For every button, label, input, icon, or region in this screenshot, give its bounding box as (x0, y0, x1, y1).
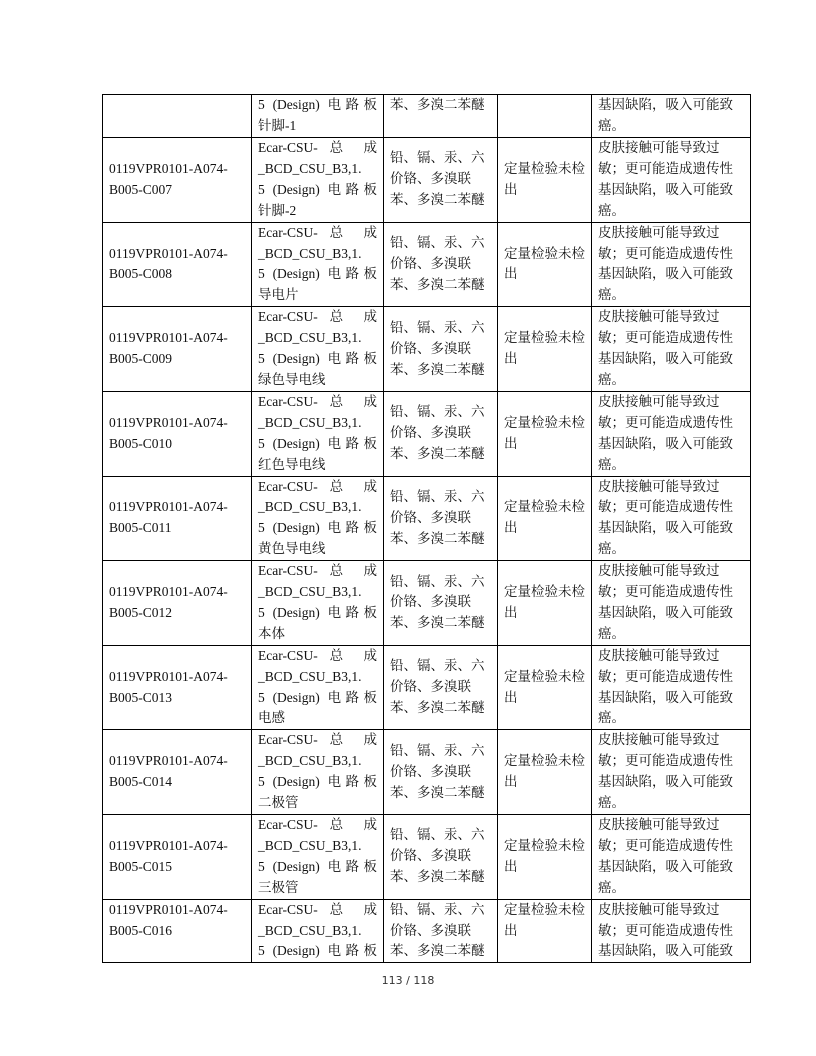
sample-name-line: _BCD_CSU_B3,1. (258, 330, 362, 346)
risk-cell: 基因缺陷，吸入可能致癌。 (592, 95, 751, 138)
risk-cell: 皮肤接触可能导致过敏；更可能造成遗传性基因缺陷，吸入可能致癌。 (592, 307, 751, 392)
sample-name-line: 三极管 (258, 879, 299, 895)
sample-name-line: _BCD_CSU_B3,1. (258, 753, 362, 769)
sample-name-line: 5 (Design) 电路板 (258, 266, 377, 282)
sample-name-line: _BCD_CSU_B3,1. (258, 414, 362, 430)
sample-id-line: 0119VPR0101-A074- (109, 837, 228, 853)
sample-name-line: _BCD_CSU_B3,1. (258, 499, 362, 515)
risk-cell: 皮肤接触可能导致过敏；更可能造成遗传性基因缺陷，吸入可能致癌。 (592, 476, 751, 561)
result-cell: 定量检验未检出 (498, 645, 592, 730)
sample-id-line: 0119VPR0101-A074- (109, 584, 228, 600)
table-row (103, 899, 751, 963)
result-cell: 定量检验未检出 (498, 138, 592, 223)
result-cell (498, 95, 592, 138)
risk-cell: 皮肤接触可能导致过敏；更可能造成遗传性基因缺陷，吸入可能致癌。 (592, 645, 751, 730)
sample-id-cell (103, 815, 252, 900)
sample-name-line: 5 (Design) 电路板 (258, 689, 377, 705)
sample-id-line: B005-C007 (109, 181, 173, 197)
table-row (103, 645, 751, 730)
sample-name-line: 二极管 (258, 795, 299, 811)
sample-id-line: B005-C008 (109, 266, 173, 282)
sample-name-line: _BCD_CSU_B3,1. (258, 160, 362, 176)
sample-name-line: 针脚-2 (258, 202, 297, 218)
sample-name-line: Ecar-CSU- 总 成 (258, 563, 377, 579)
sample-id-cell (103, 391, 252, 476)
sample-name-cell (252, 307, 384, 392)
substances-cell: 铅、镉、汞、六价铬、多溴联苯、多溴二苯醚 (384, 645, 498, 730)
result-cell: 定量检验未检出 (498, 307, 592, 392)
table-row (103, 391, 751, 476)
sample-name-line: 本体 (258, 625, 285, 641)
table-row (103, 561, 751, 646)
sample-id-cell (103, 222, 252, 307)
table-row (103, 476, 751, 561)
sample-id-line: 0119VPR0101-A074- (109, 245, 228, 261)
sample-name-line: 5 (Design) 电路板 (258, 435, 377, 451)
sample-name-line: 绿色导电线 (258, 371, 326, 387)
sample-name-cell (252, 730, 384, 815)
sample-name-line: _BCD_CSU_B3,1. (258, 584, 362, 600)
sample-name-line: Ecar-CSU- 总 成 (258, 647, 377, 663)
results-table-body (103, 95, 751, 963)
table-row (103, 730, 751, 815)
sample-id-cell (103, 899, 252, 963)
sample-name-line: _BCD_CSU_B3,1. (258, 245, 362, 261)
page-number: 113 / 118 (381, 974, 435, 987)
sample-id-line: B005-C011 (109, 520, 172, 536)
sample-id-line: B005-C016 (109, 922, 173, 938)
sample-name-line: 红色导电线 (258, 456, 326, 472)
risk-cell: 皮肤接触可能导致过敏；更可能造成遗传性基因缺陷，吸入可能致癌。 (592, 815, 751, 900)
sample-name-line: 5 (Design) 电路板 (258, 520, 377, 536)
result-cell: 定量检验未检出 (498, 476, 592, 561)
sample-name-cell (252, 391, 384, 476)
risk-cell: 皮肤接触可能导致过敏；更可能造成遗传性基因缺陷，吸入可能致癌。 (592, 730, 751, 815)
sample-id-line: 0119VPR0101-A074- (109, 668, 228, 684)
result-cell: 定量检验未检出 (498, 730, 592, 815)
sample-name-line: Ecar-CSU- 总 成 (258, 393, 377, 409)
risk-cell: 皮肤接触可能导致过敏；更可能造成遗传性基因缺陷，吸入可能致 (592, 899, 751, 963)
sample-id-line: B005-C014 (109, 774, 173, 790)
sample-name-cell (252, 95, 384, 138)
sample-id-line: 0119VPR0101-A074- (109, 499, 228, 515)
sample-name-line: 针脚-1 (258, 117, 297, 133)
sample-id-line: B005-C009 (109, 351, 173, 367)
table-row (103, 307, 751, 392)
sample-id-cell (103, 561, 252, 646)
sample-id-cell (103, 138, 252, 223)
risk-cell: 皮肤接触可能导致过敏；更可能造成遗传性基因缺陷，吸入可能致癌。 (592, 222, 751, 307)
sample-name-cell (252, 561, 384, 646)
sample-id-cell (103, 645, 252, 730)
sample-name-line: Ecar-CSU- 总 成 (258, 817, 377, 832)
result-cell: 定量检验未检出 (498, 815, 592, 900)
table-row (103, 138, 751, 223)
substances-cell: 铅、镉、汞、六价铬、多溴联苯、多溴二苯醚 (384, 138, 498, 223)
result-cell: 定量检验未检出 (498, 561, 592, 646)
sample-name-line: 5 (Design) 电路板 (258, 604, 377, 620)
sample-name-cell (252, 222, 384, 307)
result-cell: 定量检验未检出 (498, 222, 592, 307)
sample-id-line: 0119VPR0101-A074- (109, 753, 228, 769)
risk-cell: 皮肤接触可能导致过敏；更可能造成遗传性基因缺陷，吸入可能致癌。 (592, 561, 751, 646)
substances-cell: 铅、镉、汞、六价铬、多溴联苯、多溴二苯醚 (384, 730, 498, 815)
sample-id-cell (103, 730, 252, 815)
risk-cell: 皮肤接触可能导致过敏；更可能造成遗传性基因缺陷，吸入可能致癌。 (592, 138, 751, 223)
sample-id-line: 0119VPR0101-A074- (109, 414, 228, 430)
sample-id-line: B005-C010 (109, 435, 173, 451)
sample-name-line: 电感 (258, 710, 285, 726)
substances-cell: 苯、多溴二苯醚 (384, 95, 498, 138)
sample-id-line: B005-C013 (109, 689, 173, 705)
table-row (103, 815, 751, 900)
substances-cell: 铅、镉、汞、六价铬、多溴联苯、多溴二苯醚 (384, 815, 498, 900)
sample-name-line: 5 (Design) 电路板 (258, 351, 377, 367)
sample-id-cell (103, 307, 252, 392)
sample-name-line: _BCD_CSU_B3,1. (258, 837, 362, 853)
sample-name-cell (252, 476, 384, 561)
sample-name-line: 5 (Design) 电路板 (258, 97, 377, 112)
sample-id-cell (103, 95, 252, 138)
result-cell: 定量检验未检出 (498, 899, 592, 963)
table-row (103, 222, 751, 307)
substances-cell: 铅、镉、汞、六价铬、多溴联苯、多溴二苯醚 (384, 391, 498, 476)
table-row-continued (103, 95, 751, 138)
sample-id-line: 0119VPR0101-A074- (109, 160, 228, 176)
sample-name-line: Ecar-CSU- 总 成 (258, 901, 377, 917)
substances-cell: 铅、镉、汞、六价铬、多溴联苯、多溴二苯醚 (384, 561, 498, 646)
sample-name-line: _BCD_CSU_B3,1. (258, 668, 362, 684)
sample-name-line: Ecar-CSU- 总 成 (258, 309, 377, 325)
sample-name-line: 5 (Design) 电路板 (258, 943, 377, 959)
sample-name-line: 5 (Design) 电路板 (258, 774, 377, 790)
sample-name-line: 5 (Design) 电路板 (258, 858, 377, 874)
sample-name-line: Ecar-CSU- 总 成 (258, 478, 377, 494)
sample-name-cell (252, 138, 384, 223)
sample-id-cell (103, 476, 252, 561)
sample-id-line: B005-C015 (109, 858, 173, 874)
sample-name-cell (252, 899, 384, 963)
sample-name-line: 导电片 (258, 287, 299, 303)
sample-id-line: 0119VPR0101-A074- (109, 330, 228, 346)
sample-name-line: 5 (Design) 电路板 (258, 181, 377, 197)
sample-name-cell (252, 645, 384, 730)
sample-name-line: _BCD_CSU_B3,1. (258, 922, 362, 938)
sample-id-line: B005-C012 (109, 604, 173, 620)
results-table (102, 94, 751, 963)
sample-name-cell (252, 815, 384, 900)
sample-id-line: 0119VPR0101-A074- (109, 901, 228, 917)
substances-cell: 铅、镉、汞、六价铬、多溴联苯、多溴二苯醚 (384, 476, 498, 561)
substances-cell: 铅、镉、汞、六价铬、多溴联苯、多溴二苯醚 (384, 222, 498, 307)
risk-cell: 皮肤接触可能导致过敏；更可能造成遗传性基因缺陷，吸入可能致癌。 (592, 391, 751, 476)
sample-name-line: Ecar-CSU- 总 成 (258, 224, 377, 240)
substances-cell: 铅、镉、汞、六价铬、多溴联苯、多溴二苯醚 (384, 307, 498, 392)
sample-name-line: Ecar-CSU- 总 成 (258, 140, 377, 155)
substances-cell: 铅、镉、汞、六价铬、多溴联苯、多溴二苯醚 (384, 899, 498, 963)
sample-name-line: Ecar-CSU- 总 成 (258, 732, 377, 748)
result-cell: 定量检验未检出 (498, 391, 592, 476)
sample-name-line: 黄色导电线 (258, 541, 326, 557)
